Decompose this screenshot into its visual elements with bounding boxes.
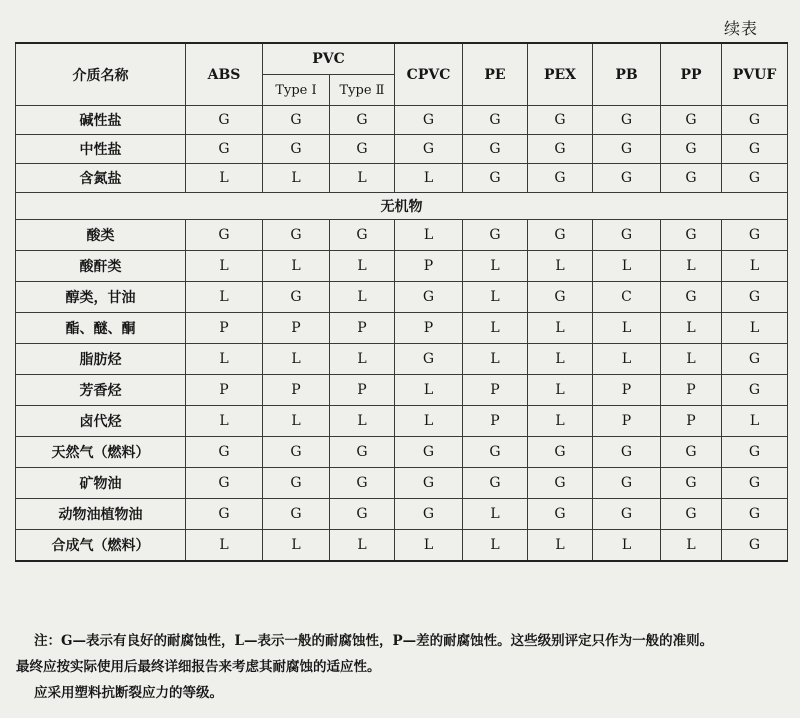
rating-cell: G: [593, 106, 661, 135]
rating-cell: L: [263, 164, 330, 193]
rating-cell: G: [263, 106, 330, 135]
rating-cell: G: [186, 437, 263, 468]
rating-cell: G: [263, 437, 330, 468]
rating-cell: L: [528, 406, 593, 437]
rating-cell: G: [330, 437, 395, 468]
rating-cell: G: [722, 437, 788, 468]
rating-cell: G: [395, 282, 463, 313]
col-header-pvc-type1: Type Ⅰ: [263, 75, 330, 106]
rating-cell: G: [661, 135, 722, 164]
table-row: [16, 344, 788, 375]
rating-cell: G: [722, 164, 788, 193]
rating-cell: L: [330, 530, 395, 562]
rating-cell: G: [661, 468, 722, 499]
table-row: [16, 220, 788, 251]
table-row: [16, 164, 788, 193]
rating-cell: G: [528, 164, 593, 193]
rating-cell: G: [263, 220, 330, 251]
rating-cell: G: [528, 468, 593, 499]
rating-cell: G: [593, 220, 661, 251]
rating-cell: L: [186, 344, 263, 375]
section-row: [16, 193, 788, 220]
medium-name: 碱性盐: [16, 106, 186, 135]
rating-cell: L: [186, 282, 263, 313]
rating-cell: G: [528, 499, 593, 530]
rating-cell: G: [722, 106, 788, 135]
table-row: [16, 468, 788, 499]
rating-cell: L: [186, 251, 263, 282]
medium-name: 天然气（燃料）: [16, 437, 186, 468]
rating-cell: G: [186, 468, 263, 499]
rating-cell: G: [263, 499, 330, 530]
rating-cell: L: [593, 251, 661, 282]
table-row: [16, 251, 788, 282]
table-row: [16, 437, 788, 468]
rating-cell: L: [395, 164, 463, 193]
rating-cell: P: [395, 251, 463, 282]
col-header-pex: PEX: [528, 43, 593, 106]
rating-cell: G: [186, 499, 263, 530]
rating-cell: G: [463, 164, 528, 193]
medium-name: 酯、醚、酮: [16, 313, 186, 344]
rating-cell: L: [186, 530, 263, 562]
rating-cell: G: [528, 437, 593, 468]
rating-cell: L: [395, 530, 463, 562]
rating-cell: G: [722, 375, 788, 406]
rating-cell: L: [463, 530, 528, 562]
rating-cell: G: [463, 437, 528, 468]
rating-cell: G: [593, 135, 661, 164]
rating-cell: P: [330, 313, 395, 344]
rating-cell: G: [395, 135, 463, 164]
rating-cell: P: [186, 313, 263, 344]
rating-cell: G: [463, 220, 528, 251]
rating-cell: G: [330, 468, 395, 499]
rating-cell: L: [263, 251, 330, 282]
rating-cell: P: [593, 406, 661, 437]
rating-cell: G: [463, 135, 528, 164]
col-header-medium: 介质名称: [16, 43, 186, 106]
medium-name: 动物油植物油: [16, 499, 186, 530]
rating-cell: G: [661, 164, 722, 193]
rating-cell: G: [722, 282, 788, 313]
rating-cell: P: [263, 313, 330, 344]
rating-cell: G: [661, 220, 722, 251]
rating-cell: L: [395, 406, 463, 437]
rating-cell: G: [330, 220, 395, 251]
rating-cell: P: [661, 375, 722, 406]
rating-cell: P: [463, 375, 528, 406]
rating-cell: P: [186, 375, 263, 406]
medium-name: 中性盐: [16, 135, 186, 164]
rating-cell: G: [528, 282, 593, 313]
rating-cell: L: [263, 344, 330, 375]
rating-cell: L: [661, 344, 722, 375]
rating-cell: G: [528, 106, 593, 135]
table-row: [16, 282, 788, 313]
rating-cell: G: [186, 220, 263, 251]
rating-cell: G: [593, 499, 661, 530]
rating-cell: G: [661, 106, 722, 135]
rating-cell: G: [395, 468, 463, 499]
rating-cell: L: [263, 530, 330, 562]
table-row: [16, 313, 788, 344]
note-line-1: 注：G—表示有良好的耐腐蚀性，L—表示一般的耐腐蚀性，P—差的耐腐蚀性。这些级别评定只作为一般的准则。: [34, 633, 714, 649]
rating-cell: P: [661, 406, 722, 437]
col-header-pvuf: PVUF: [722, 43, 788, 106]
rating-cell: G: [463, 468, 528, 499]
rating-cell: L: [463, 282, 528, 313]
note-line-3: 应采用塑料抗断裂应力的等级。: [34, 685, 223, 701]
rating-cell: G: [722, 344, 788, 375]
rating-cell: G: [593, 437, 661, 468]
rating-cell: G: [395, 344, 463, 375]
table-row: [16, 375, 788, 406]
rating-cell: G: [661, 437, 722, 468]
rating-cell: G: [330, 106, 395, 135]
col-header-pvc: PVC: [263, 43, 395, 75]
continuation-label: 续表: [723, 19, 758, 38]
col-header-pvc-type2: Type Ⅱ: [330, 75, 395, 106]
table-row: [16, 135, 788, 164]
rating-cell: C: [593, 282, 661, 313]
rating-cell: L: [593, 344, 661, 375]
rating-cell: L: [463, 313, 528, 344]
rating-cell: G: [722, 530, 788, 562]
rating-cell: L: [463, 344, 528, 375]
rating-cell: G: [263, 468, 330, 499]
rating-cell: L: [186, 406, 263, 437]
medium-name: 卤代烃: [16, 406, 186, 437]
rating-cell: P: [263, 375, 330, 406]
table-row: [16, 530, 788, 562]
table-row: [16, 499, 788, 530]
rating-cell: G: [463, 106, 528, 135]
rating-cell: L: [186, 164, 263, 193]
medium-name: 含氮盐: [16, 164, 186, 193]
rating-cell: L: [330, 251, 395, 282]
rating-cell: G: [395, 437, 463, 468]
rating-cell: G: [186, 106, 263, 135]
rating-cell: G: [528, 220, 593, 251]
rating-cell: L: [330, 406, 395, 437]
rating-cell: L: [463, 499, 528, 530]
table-row: [16, 106, 788, 135]
medium-name: 酸类: [16, 220, 186, 251]
medium-name: 合成气（燃料）: [16, 530, 186, 562]
col-header-abs: ABS: [186, 43, 263, 106]
rating-cell: G: [395, 106, 463, 135]
rating-cell: L: [528, 530, 593, 562]
col-header-pp: PP: [661, 43, 722, 106]
rating-cell: P: [330, 375, 395, 406]
rating-cell: L: [661, 313, 722, 344]
rating-cell: P: [463, 406, 528, 437]
medium-name: 脂肪烃: [16, 344, 186, 375]
rating-cell: G: [722, 468, 788, 499]
header-row: [16, 43, 788, 75]
rating-cell: G: [722, 135, 788, 164]
rating-cell: G: [661, 499, 722, 530]
rating-cell: G: [593, 468, 661, 499]
rating-cell: L: [722, 251, 788, 282]
rating-cell: G: [661, 282, 722, 313]
rating-cell: L: [593, 313, 661, 344]
rating-cell: L: [330, 164, 395, 193]
rating-cell: L: [395, 220, 463, 251]
table-notes: [16, 628, 794, 706]
rating-cell: P: [395, 313, 463, 344]
rating-cell: L: [593, 530, 661, 562]
rating-cell: L: [528, 313, 593, 344]
rating-cell: P: [593, 375, 661, 406]
corrosion-resistance-table: [15, 42, 788, 562]
rating-cell: G: [263, 135, 330, 164]
rating-cell: L: [528, 375, 593, 406]
rating-cell: G: [593, 164, 661, 193]
medium-name: 矿物油: [16, 468, 186, 499]
rating-cell: L: [661, 530, 722, 562]
col-header-pb: PB: [593, 43, 661, 106]
medium-name: 酸酐类: [16, 251, 186, 282]
rating-cell: G: [722, 220, 788, 251]
rating-cell: L: [528, 344, 593, 375]
rating-cell: G: [395, 499, 463, 530]
rating-cell: G: [528, 135, 593, 164]
rating-cell: L: [528, 251, 593, 282]
rating-cell: L: [263, 406, 330, 437]
rating-cell: L: [330, 344, 395, 375]
medium-name: 醇类，甘油: [16, 282, 186, 313]
rating-cell: L: [330, 282, 395, 313]
rating-cell: L: [661, 251, 722, 282]
section-heading-inorganic: 无机物: [16, 193, 788, 220]
rating-cell: L: [722, 406, 788, 437]
rating-cell: G: [330, 135, 395, 164]
rating-cell: G: [722, 499, 788, 530]
col-header-cpvc: CPVC: [395, 43, 463, 106]
note-line-2: 最终应按实际使用后最终详细报告来考虑其耐腐蚀的适应性。: [16, 659, 381, 675]
rating-cell: G: [263, 282, 330, 313]
table-row: [16, 406, 788, 437]
rating-cell: L: [463, 251, 528, 282]
col-header-pe: PE: [463, 43, 528, 106]
medium-name: 芳香烃: [16, 375, 186, 406]
rating-cell: G: [186, 135, 263, 164]
rating-cell: L: [722, 313, 788, 344]
rating-cell: G: [330, 499, 395, 530]
rating-cell: L: [395, 375, 463, 406]
